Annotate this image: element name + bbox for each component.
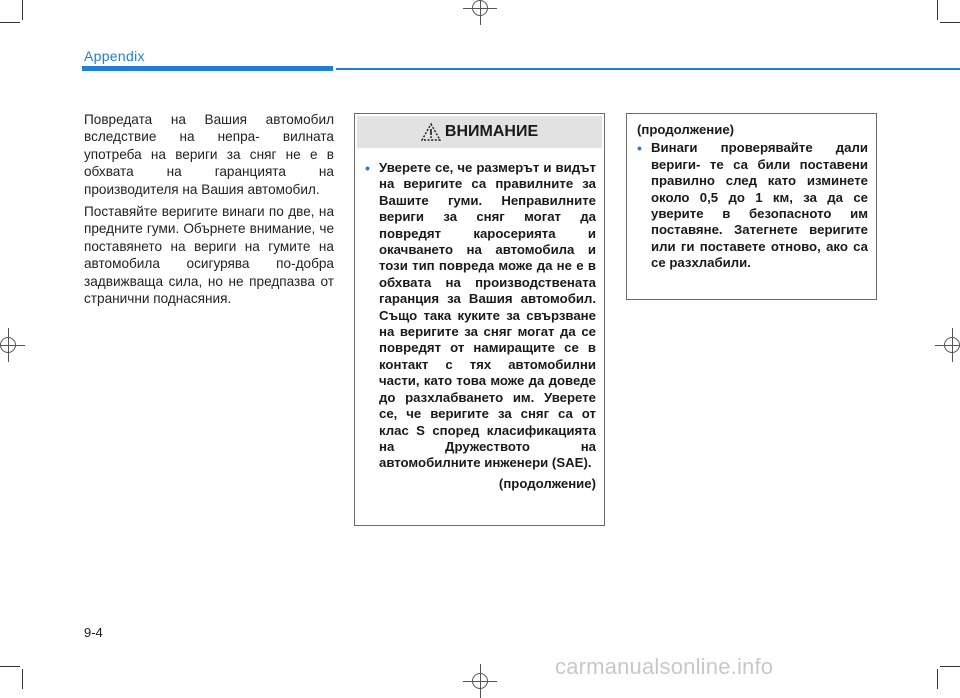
crop-mark xyxy=(937,0,938,20)
bullet-dot-icon: • xyxy=(637,140,642,157)
caution-title: ВНИМАНИЕ xyxy=(444,123,539,140)
bullet-dot-icon: • xyxy=(365,160,370,176)
page-number: 9-4 xyxy=(84,625,103,640)
crop-mark xyxy=(940,22,960,23)
body-text-column xyxy=(84,111,334,312)
caution-bullet-text: Уверете се, че размерът и видът на веригите са правилните за Вашите гуми. Неправилните вериги за сняг могат да повредят каросерията и окачването на автомобила и този тип повреда може да не е в обхвата на производствената гаранция за Вашия автомобил. Също така куките за свързване на веригите за сняг могат да се повредят от намиращите се в контакт с тях автомобилни части, като това може да доведе до разхлабването им. Уверете се, че веригите за сняг са от клас S според класификацията на Дружеството на автомобилните инженери (SAE). xyxy=(379,160,596,471)
registration-mark-top xyxy=(472,0,488,16)
crop-mark xyxy=(22,669,23,689)
crop-mark xyxy=(940,666,960,667)
registration-mark-right xyxy=(944,337,960,353)
continuation-bullet-text: Винаги проверявайте дали вериги- те са били поставени правилно след като изминете около 0,5 до 1 км, за да се уверите в безопасното им поставяне. Затегнете веригите или ги поставете отново, ако са се разхлабили. xyxy=(651,140,868,271)
watermark: carmanualsonline.info xyxy=(555,654,774,679)
crop-mark xyxy=(937,669,938,689)
crop-mark xyxy=(22,0,23,20)
header-rule xyxy=(336,68,960,70)
section-title: Appendix xyxy=(84,48,145,64)
caution-body xyxy=(355,150,604,492)
continuation-bullet xyxy=(637,140,868,271)
registration-mark-bottom xyxy=(472,673,488,689)
header-accent-bar xyxy=(82,66,333,71)
crop-mark xyxy=(0,666,20,667)
warning-triangle-icon xyxy=(421,123,441,141)
continuation-box xyxy=(626,113,877,300)
caution-header xyxy=(357,116,602,148)
crop-mark xyxy=(0,22,20,23)
continued-label: (продолжение) xyxy=(498,475,596,491)
body-paragraph-2: Поставяйте веригите винаги по две, на предните гуми. Обърнете внимание, че поставянето на вериги на гумите на автомобила осигурява по-добра задвижваща сила, но не предпазва от странични поднасяния. xyxy=(84,204,334,307)
registration-mark-left xyxy=(0,337,16,353)
caution-box xyxy=(354,113,605,526)
body-paragraph-1: Повредата на Вашия автомобил вследствие на непра- вилната употреба на вериги за сняг не е в обхвата на гаранцията на производителя на Вашия автомобил. xyxy=(84,112,334,197)
continuation-heading: (продолжение) xyxy=(637,122,735,137)
caution-bullet xyxy=(365,160,596,472)
